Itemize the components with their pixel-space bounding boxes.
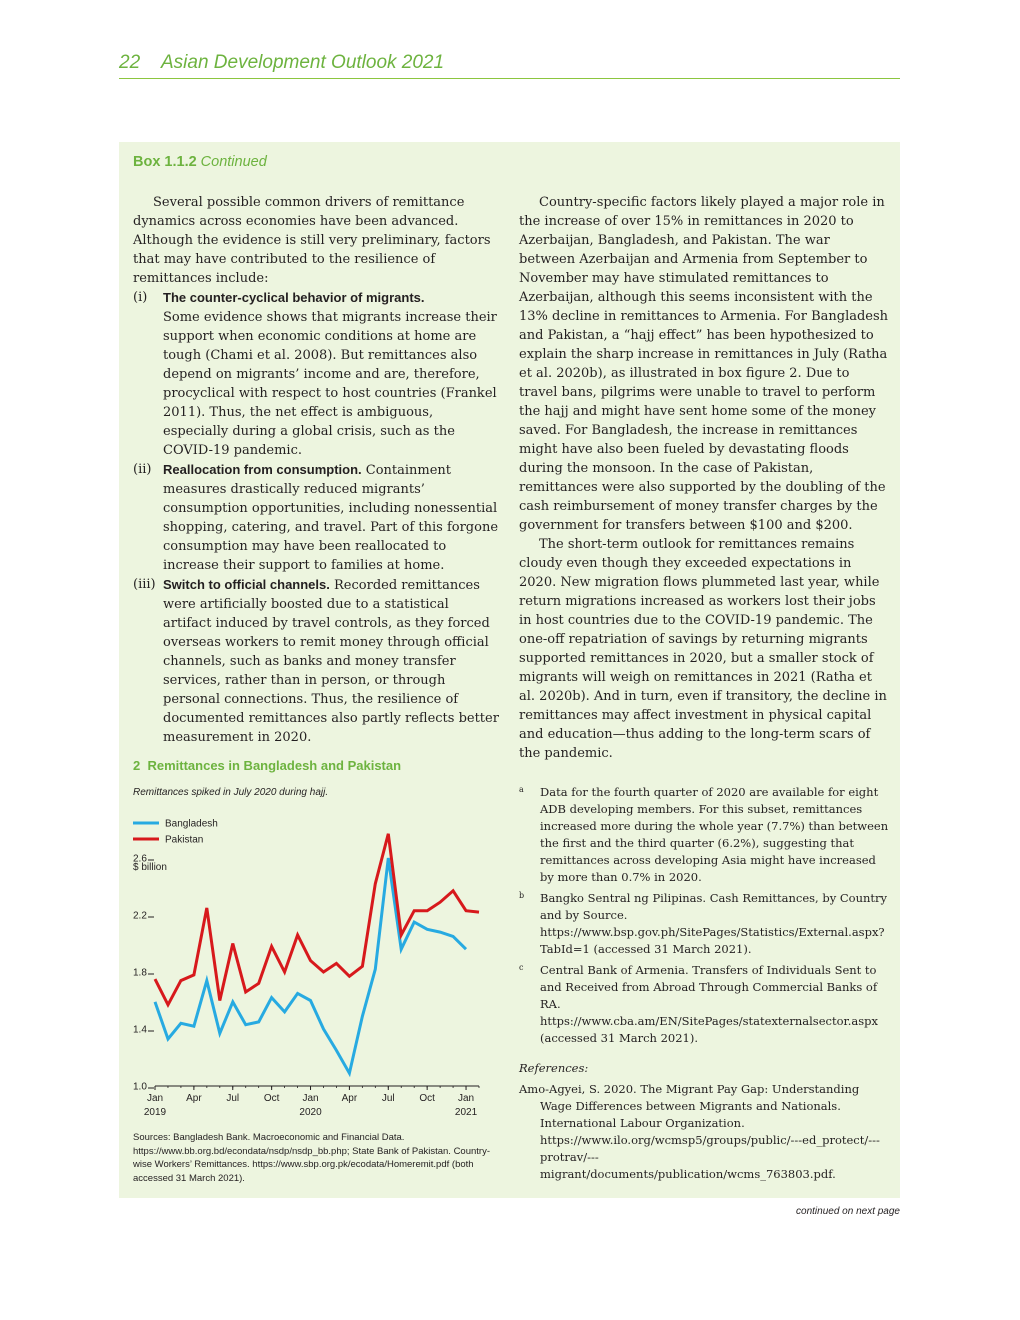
item-heading: Reallocation from consumption.: [163, 462, 362, 477]
item-number: (ii): [133, 462, 152, 477]
x-year-label: 2019: [143, 1107, 167, 1118]
running-header: [119, 50, 900, 79]
body-paragraph: Country-specific factors likely played a major role in the increase of over 15% in remittances in 2020 to Azerbaijan, Bangladesh, and Pakistan. The war between Azerbaijan and Armenia from September to November may have stimulated remittances to Azerbaijan, although this seems inconsistent with the 13% decline in remittances to Armenia. For Bangladesh and Pakistan, a “hajj effect” has been hypothesized to explain the sharp increase in remittances in July (Ratha et al. 2020b), as illustrated in box figure 2. Due to travel bans, pilgrims were unable to travel to perform the hajj and might have sent home some of the money saved. For Bangladesh, the increase in remittances might have also been fueled by devastating floods during the monsoon. In the case of Pakistan, remittances were also supported by the doubling of the cash reimbursement of money transfer charges by the government for transfers between $100 and $200.: [519, 195, 889, 533]
list-item: [133, 460, 501, 575]
x-tick-label: Apr: [341, 1093, 358, 1104]
x-tick-label: Apr: [186, 1093, 202, 1104]
figure-sources: Sources: Bangladesh Bank. Macroeconomic and Financial Data. https://www.bb.org.bd/econdata/nsdp/nsdp_bb.php; State Bank of Pakistan. Country-wise Workers’ Remittances. https://www.sbp.org.pk/ecodata/Homeremit.pdf (both accessed 31 March 2021).: [133, 1132, 491, 1184]
page-number: 22: [119, 52, 141, 73]
figure-title: [133, 758, 401, 773]
footnote-text: Data for the fourth quarter of 2020 are available for eight ADB developing members. For this subset, remittances increased more during the whole year (7.7%) than between the first and the third quarter (6.2%), suggesting that remittances across developing Asia might have increased by more than 0.7% in 2020.: [540, 785, 889, 884]
x-year-label: 2021: [454, 1107, 478, 1118]
item-text: Containment measures drastically reduced migrants’ consumption opportunities, including nonessential shopping, catering, and travel. Part of this forgone consumption may have been reallocated to increase their support to families at home.: [163, 463, 499, 573]
body-paragraph: The short-term outlook for remittances remains cloudy even though they exceeded expectations in 2020. New migration flows plummeted last year, while return migrations increased as workers lost their jobs in host countries due to the COVID-19 pandemic. The one-off repatriation of savings by returning migrants supported remittances in 2020, but a smaller stock of migrants will weigh on remittances in 2021 (Ratha et al. 2020b). And in turn, even if transitory, the decline in remittances may affect investment in physical capital and education—thus adding to the long-term scars of the pandemic.: [519, 537, 887, 761]
figure-subtitle: Remittances spiked in July 2020 during hajj.: [133, 787, 329, 798]
item-text: Some evidence shows that migrants increase their support when economic conditions at home are tough (Chami et al. 2008). But remittances also depend on migrants’ income and are, therefore, procyclical with respect to host countries (Frankel 2011). Thus, the net effect is ambiguous, especially during a global crisis, such as the COVID-19 pandemic.: [163, 310, 497, 458]
footnote: [519, 890, 889, 958]
list-item: [133, 575, 501, 747]
footnote-text: Central Bank of Armenia. Transfers of Individuals Sent to and Received from Abroad Through Commercial Banks of RA. https://www.cba.am/EN/SitePages/statexternalsector.aspx (accessed 31 March 2021).: [540, 963, 878, 1045]
continued-note: continued on next page: [796, 1206, 900, 1217]
x-tick-label: Oct: [263, 1093, 280, 1104]
item-number: (iii): [133, 577, 156, 592]
left-column: [133, 193, 501, 747]
series-line-pakistan: [155, 834, 479, 1005]
x-tick-label: Jul: [381, 1093, 395, 1104]
footnote-text: Bangko Sentral ng Pilipinas. Cash Remittances, by Country and by Source. https://www.bsp.gov.ph/SitePages/Statistics/External.aspx?TabId=1 (accessed 31 March 2021).: [540, 891, 888, 956]
x-tick-label: Jan: [146, 1093, 164, 1104]
footnotes: [519, 784, 889, 1183]
footnote: [519, 962, 889, 1047]
publication-title: Asian Development Outlook 2021: [161, 52, 445, 73]
y-tick-label: 1.8: [133, 967, 147, 979]
figure-number: 2: [133, 758, 141, 773]
list-item: [133, 288, 501, 460]
x-tick-label: Jan: [302, 1093, 319, 1104]
intro-paragraph: Several possible common drivers of remittance dynamics across economies have been advanced. Although the evidence is still very preliminary, factors that may have contributed to the resilience of remittances include:: [133, 195, 491, 286]
series-line-bangladesh: [155, 858, 466, 1073]
box-title: [133, 154, 267, 170]
figure-title-text: Remittances in Bangladesh and Pakistan: [147, 758, 402, 773]
x-tick-label: Jan: [457, 1093, 475, 1104]
x-tick-label: Jul: [226, 1093, 240, 1104]
legend-label: Bangladesh: [165, 818, 218, 830]
box-continued: Continued: [200, 154, 267, 170]
item-text: Recorded remittances were artificially boosted due to a statistical artifact induced by travel controls, as they forced overseas workers to remit money through official channels, such as banks and money transfer services, rather than in person, or through personal connections. Thus, the resilience of documented remittances also partly reflects better measurement in 2020.: [163, 578, 499, 745]
legend-label: Pakistan: [165, 834, 204, 846]
x-year-label: 2020: [299, 1107, 322, 1118]
right-column: [519, 193, 889, 763]
y-tick-label: 2.2: [133, 910, 147, 922]
references-heading: References:: [519, 1061, 589, 1075]
footnote-mark: b: [519, 891, 525, 900]
y-tick-label: 2.6: [133, 853, 147, 865]
item-heading: The counter-cyclical behavior of migrants.: [163, 290, 425, 305]
footnote-mark: c: [519, 963, 524, 972]
x-tick-label: Oct: [419, 1093, 435, 1104]
footnote: [519, 784, 889, 886]
remittance-line-chart: [129, 810, 499, 1130]
item-heading: Switch to official channels.: [163, 577, 330, 592]
y-axis-label: $ billion: [133, 862, 167, 873]
footnote-mark: a: [519, 785, 524, 794]
y-tick-label: 1.0: [133, 1081, 147, 1093]
reference-entry: Amo-Agyei, S. 2020. The Migrant Pay Gap: Understanding Wage Differences between Migrants and Nationals. International Labour Organization. https://www.ilo.org/wcmsp5/groups/public/---ed_protect/---protrav/---migrant/documents/publication/wcms_763803.pdf.: [519, 1082, 880, 1181]
item-number: (i): [133, 290, 148, 305]
box-label: Box 1.1.2: [133, 154, 197, 170]
y-tick-label: 1.4: [133, 1024, 147, 1036]
box-panel: [119, 142, 900, 1198]
